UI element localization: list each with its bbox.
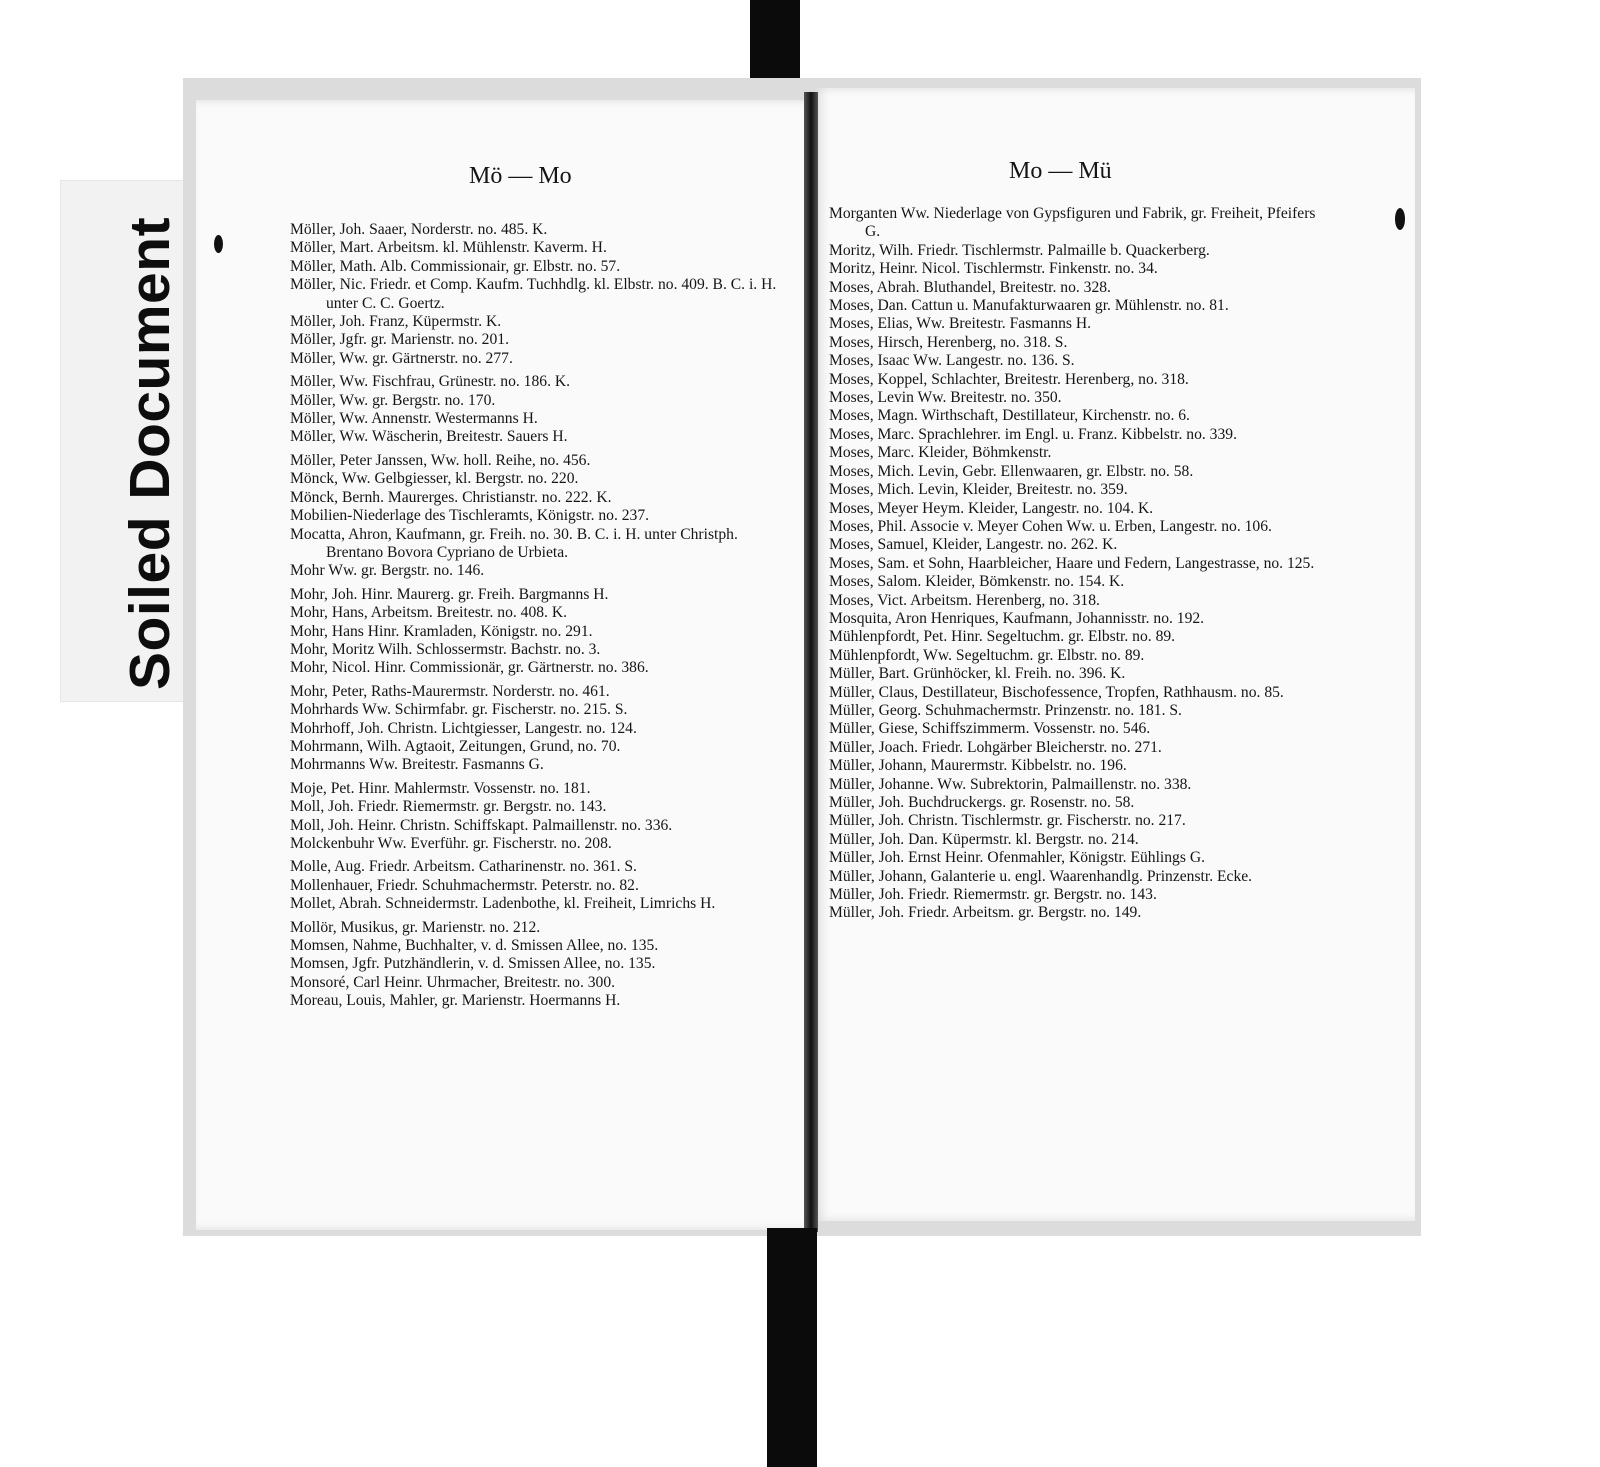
directory-entry: Möller, Math. Alb. Commissionair, gr. Elbstr. no. 57.: [290, 257, 621, 275]
directory-entry: Müller, Joh. Christn. Tischlermstr. gr. Fischerstr. no. 217.: [829, 812, 1186, 830]
directory-entry: Mobilien-Niederlage des Tischleramts, Königstr. no. 237.: [290, 507, 650, 525]
directory-entry: Moses, Mich. Levin, Kleider, Breitestr. no. 359.: [829, 481, 1128, 499]
directory-entry: Müller, Joh. Friedr. Arbeitsm. gr. Bergstr. no. 149.: [829, 904, 1142, 922]
directory-entry: Möller, Mart. Arbeitsm. kl. Mühlenstr. Kaverm. H.: [290, 239, 607, 257]
directory-entry: Mohrmanns Ww. Breitestr. Fasmanns G.: [290, 756, 544, 774]
directory-entry: Mohrhoff, Joh. Christn. Lichtgiesser, Langestr. no. 124.: [290, 719, 637, 737]
directory-entry: Moses, Magn. Wirthschaft, Destillateur, Kirchenstr. no. 6.: [829, 407, 1190, 425]
directory-entry: Moll, Joh. Heinr. Christn. Schiffskapt. Palmaillenstr. no. 336.: [290, 816, 673, 834]
bottom-binding-tab: [767, 1228, 817, 1467]
directory-entry: Moses, Samuel, Kleider, Langestr. no. 262. K.: [829, 536, 1118, 554]
directory-entry: Müller, Claus, Destillateur, Bischofessence, Tropfen, Rathhausm. no. 85.: [829, 683, 1284, 701]
directory-entry: Mollenhauer, Friedr. Schuhmachermstr. Peterstr. no. 82.: [290, 876, 639, 894]
directory-entry: Möller, Joh. Franz, Küpermstr. K.: [290, 313, 502, 331]
directory-entry: Mohr Ww. gr. Bergstr. no. 146.: [290, 562, 485, 580]
directory-entry: Mollör, Musikus, gr. Marienstr. no. 212.: [290, 918, 541, 936]
directory-entry: Moje, Pet. Hinr. Mahlermstr. Vossenstr. no. 181.: [290, 779, 591, 797]
directory-entry: Mollet, Abrah. Schneidermstr. Ladenbothe, kl. Freiheit, Limrichs H.: [290, 895, 716, 913]
directory-entry: Mohr, Hans, Arbeitsm. Breitestr. no. 408. K.: [290, 604, 568, 622]
directory-entry: Morganten Ww. Niederlage von Gypsfiguren und Fabrik, gr. Freiheit, Pfeifers G.: [829, 205, 1316, 241]
ink-blot: [1395, 208, 1405, 230]
directory-entry: Mosquita, Aron Henriques, Kaufmann, Johannisstr. no. 192.: [829, 609, 1205, 627]
directory-entry: Mohr, Hans Hinr. Kramladen, Königstr. no. 291.: [290, 622, 593, 640]
directory-entry: Möller, Joh. Saaer, Norderstr. no. 485. K.: [290, 221, 548, 238]
directory-entry: Müller, Georg. Schuhmachermstr. Prinzenstr. no. 181. S.: [829, 701, 1182, 719]
directory-entry: Müller, Joh. Dan. Küpermstr. kl. Bergstr. no. 214.: [829, 830, 1139, 848]
directory-entry: Mühlenpfordt, Pet. Hinr. Segeltuchm. gr. Elbstr. no. 89.: [829, 628, 1176, 646]
directory-entry: Moses, Salom. Kleider, Bömkenstr. no. 154. K.: [829, 573, 1125, 591]
directory-entry: Müller, Joh. Ernst Heinr. Ofenmahler, Königstr. Eühlings G.: [829, 849, 1205, 867]
directory-entry: Müller, Bart. Grünhöcker, kl. Freih. no. 396. K.: [829, 665, 1126, 683]
directory-entry: Moritz, Wilh. Friedr. Tischlermstr. Palmaille b. Quackerberg.: [829, 241, 1210, 259]
directory-entry: Müller, Joach. Friedr. Lohgärber Bleicherstr. no. 271.: [829, 738, 1162, 756]
directory-entry: Moses, Meyer Heym. Kleider, Langestr. no. 104. K.: [829, 499, 1154, 517]
directory-entry: Moritz, Heinr. Nicol. Tischlermstr. Finkenstr. no. 34.: [829, 260, 1158, 278]
directory-entry: Momsen, Jgfr. Putzhändlerin, v. d. Smissen Allee, no. 135.: [290, 955, 656, 973]
directory-entry: Monsoré, Carl Heinr. Uhrmacher, Breitestr. no. 300.: [290, 973, 616, 991]
directory-entry: Möller, Peter Janssen, Ww. holl. Reihe, no. 456.: [290, 451, 591, 469]
directory-entry: Moses, Elias, Ww. Breitestr. Fasmanns H.: [829, 315, 1092, 333]
directory-entry: Molckenbuhr Ww. Everführ. gr. Fischerstr. no. 208.: [290, 835, 612, 852]
directory-entry: Momsen, Nahme, Buchhalter, v. d. Smissen Allee, no. 135.: [290, 937, 659, 955]
directory-entry: Moses, Koppel, Schlachter, Breitestr. Herenberg, no. 318.: [829, 370, 1189, 388]
directory-entry: Möller, Nic. Friedr. et Comp. Kaufm. Tuchhdlg. kl. Elbstr. no. 409. B. C. i. H. unter C. C. Goertz.: [290, 276, 777, 312]
directory-entry: Müller, Joh. Friedr. Riemermstr. gr. Bergstr. no. 143.: [829, 886, 1157, 904]
directory-entry: Moses, Isaac Ww. Langestr. no. 136. S.: [829, 352, 1075, 370]
directory-entry: Mohrmann, Wilh. Agtaoit, Zeitungen, Grund, no. 70.: [290, 737, 621, 755]
directory-entry: Mohr, Joh. Hinr. Maurerg. gr. Freih. Bargmanns H.: [290, 585, 609, 603]
directory-entry: Moses, Phil. Associe v. Meyer Cohen Ww. u. Erben, Langestr. no. 106.: [829, 517, 1272, 535]
directory-entry: Müller, Joh. Buchdruckergs. gr. Rosenstr. no. 58.: [829, 794, 1135, 811]
directory-entry: Moses, Levin Ww. Breitestr. no. 350.: [829, 389, 1062, 407]
directory-entry: Moses, Mich. Levin, Gebr. Ellenwaaren, gr. Elbstr. no. 58.: [829, 462, 1194, 480]
directory-entry: Moses, Sam. et Sohn, Haarbleicher, Haare und Federn, Langestrasse, no. 125.: [829, 554, 1315, 572]
directory-entry: Moses, Vict. Arbeitsm. Herenberg, no. 318.: [829, 591, 1100, 609]
directory-entry: Mohrhards Ww. Schirmfabr. gr. Fischerstr. no. 215. S.: [290, 701, 628, 719]
directory-entry: Möller, Ww. Fischfrau, Grünestr. no. 186. K.: [290, 373, 571, 391]
directory-entry: Müller, Giese, Schiffszimmerm. Vossenstr. no. 546.: [829, 720, 1151, 738]
stamp-label: Soiled Document: [118, 216, 182, 690]
directory-entry: Mocatta, Ahron, Kaufmann, gr. Freih. no. 30. B. C. i. H. unter Christph. Brentano Bovora Cypriano de Urbieta.: [290, 525, 738, 561]
ink-blot: [214, 235, 223, 253]
left-entry-list: [290, 221, 795, 1011]
right-entry-list: [829, 205, 1327, 923]
directory-entry: Müller, Johann, Maurermstr. Kibbelstr. no. 196.: [829, 757, 1127, 775]
directory-entry: Moreau, Louis, Mahler, gr. Marienstr. Hoermanns H.: [290, 992, 621, 1010]
right-page-header: Mo — Mü: [1009, 158, 1112, 184]
directory-entry: Möller, Ww. gr. Bergstr. no. 170.: [290, 391, 496, 409]
directory-entry: Mohr, Peter, Raths-Maurermstr. Norderstr. no. 461.: [290, 682, 610, 700]
directory-entry: Mohr, Nicol. Hinr. Commissionär, gr. Gärtnerstr. no. 386.: [290, 659, 649, 677]
directory-entry: Möller, Ww. Annenstr. Westermanns H.: [290, 410, 538, 428]
directory-entry: Mönck, Bernh. Maurerges. Christianstr. no. 222. K.: [290, 488, 612, 506]
directory-entry: Möller, Ww. Wäscherin, Breitestr. Sauers H.: [290, 428, 568, 446]
directory-entry: Moll, Joh. Friedr. Riemermstr. gr. Bergstr. no. 143.: [290, 798, 607, 816]
directory-entry: Moses, Hirsch, Herenberg, no. 318. S.: [829, 333, 1068, 351]
directory-entry: Möller, Ww. gr. Gärtnerstr. no. 277.: [290, 349, 513, 367]
directory-entry: Müller, Johanne. Ww. Subrektorin, Palmaillenstr. no. 338.: [829, 775, 1192, 793]
directory-entry: Mohr, Moritz Wilh. Schlossermstr. Bachstr. no. 3.: [290, 640, 601, 658]
directory-entry: Moses, Abrah. Bluthandel, Breitestr. no. 328.: [829, 278, 1111, 296]
directory-entry: Möller, Jgfr. gr. Marienstr. no. 201.: [290, 331, 509, 349]
directory-entry: Moses, Marc. Sprachlehrer. im Engl. u. Franz. Kibbelstr. no. 339.: [829, 425, 1237, 443]
directory-entry: Moses, Marc. Kleider, Böhmkenstr.: [829, 444, 1052, 462]
book-spine: [804, 92, 818, 1232]
directory-entry: Mönck, Ww. Gelbgiesser, kl. Bergstr. no. 220.: [290, 470, 579, 488]
directory-entry: Mühlenpfordt, Ww. Segeltuchm. gr. Elbstr. no. 89.: [829, 646, 1145, 664]
directory-entry: Müller, Johann, Galanterie u. engl. Waarenhandlg. Prinzenstr. Ecke.: [829, 867, 1253, 885]
directory-entry: Moses, Dan. Cattun u. Manufakturwaaren gr. Mühlenstr. no. 81.: [829, 297, 1229, 315]
directory-entry: Molle, Aug. Friedr. Arbeitsm. Catharinenstr. no. 361. S.: [290, 858, 637, 876]
left-page-header: Mö — Mo: [469, 163, 572, 189]
